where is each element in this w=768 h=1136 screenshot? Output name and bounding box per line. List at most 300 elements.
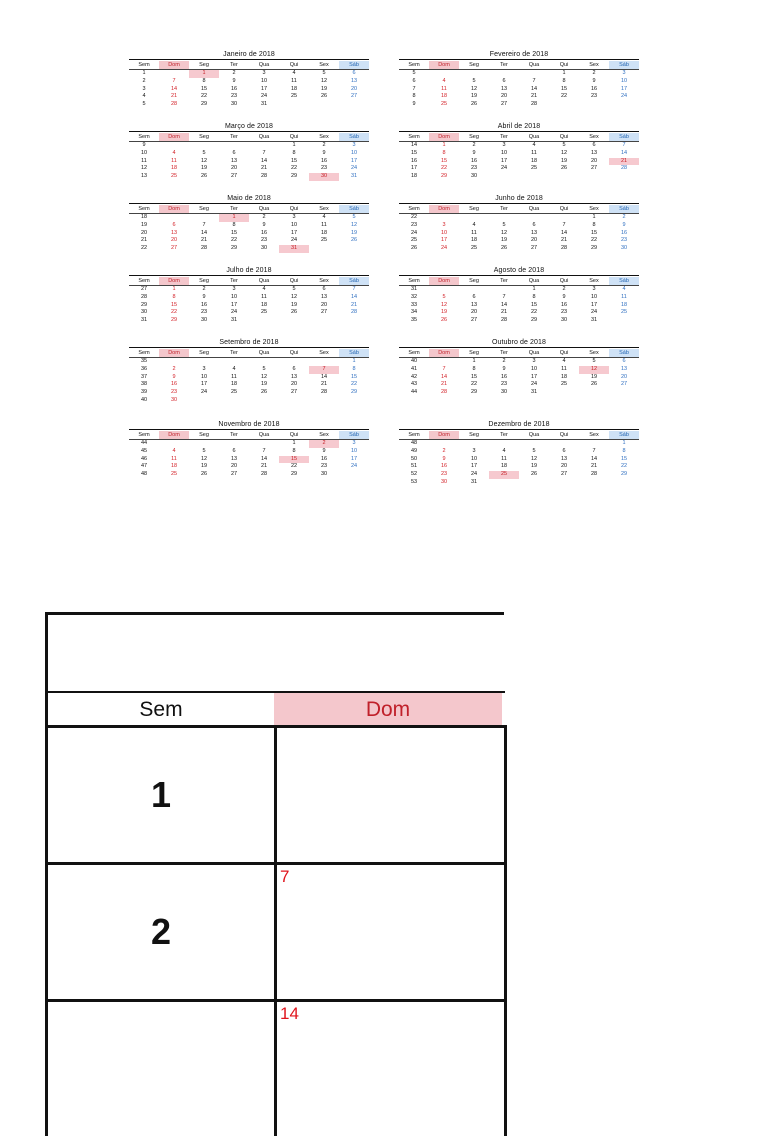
day-cell: 12: [290, 293, 298, 300]
day-cell: 4: [172, 149, 176, 156]
week-number: 40: [410, 358, 418, 364]
day-cell: [279, 358, 309, 366]
week-number: 26: [410, 245, 418, 252]
day-cell: 21: [440, 381, 448, 388]
day-cell: 6: [472, 293, 476, 300]
day-cell: 31: [350, 173, 358, 180]
day-cell: 5: [592, 358, 596, 364]
day-cell: 17: [590, 301, 598, 308]
day-cell: 21: [320, 381, 328, 388]
week-number: 2: [142, 77, 146, 84]
day-cell: 16: [560, 301, 568, 308]
zoom-sunday-date: 7: [280, 867, 290, 886]
day-cell: 21: [530, 93, 538, 100]
day-cell: 13: [470, 301, 478, 308]
day-cell: 5: [202, 149, 206, 156]
month-title: Junho de 2018: [399, 194, 639, 204]
day-cell: 24: [350, 463, 358, 470]
day-cell: 8: [202, 77, 206, 84]
week-row: [129, 78, 369, 86]
day-cell: 9: [622, 221, 626, 228]
day-cell: 15: [279, 456, 309, 464]
day-cell: 12: [470, 85, 478, 92]
week-row: [129, 448, 369, 456]
day-cell: 25: [560, 381, 568, 388]
week-number: 9: [412, 101, 416, 108]
weekday-header: Seg: [199, 62, 209, 68]
zoom-week-header: Sem: [139, 698, 183, 721]
day-cell: 29: [200, 101, 208, 108]
day-cell: 5: [502, 221, 506, 228]
week-number: 32: [410, 293, 418, 300]
day-cell: 29: [290, 173, 298, 180]
day-cell: 1: [442, 142, 446, 148]
weekday-header: Qui: [289, 134, 299, 140]
weekday-header: Qua: [258, 278, 270, 284]
week-row: [129, 374, 369, 382]
day-cell: 24: [200, 389, 208, 396]
day-cell: 23: [320, 463, 328, 470]
weekday-header: Dom: [159, 349, 189, 357]
day-cell: 12: [530, 455, 538, 462]
week-number: 34: [410, 309, 418, 316]
day-cell: 6: [532, 221, 536, 228]
month-title: Agosto de 2018: [399, 266, 639, 276]
day-cell: 28: [560, 245, 568, 252]
day-cell: 11: [261, 293, 267, 300]
day-cell: 13: [230, 455, 238, 462]
day-cell: 30: [620, 245, 628, 252]
month-title: Maio de 2018: [129, 194, 369, 204]
day-cell: 20: [560, 463, 568, 470]
day-cell: 15: [440, 157, 448, 164]
day-cell: 5: [472, 77, 476, 84]
day-cell: [579, 101, 609, 109]
week-row: [399, 142, 639, 150]
day-cell: 29: [230, 245, 238, 252]
day-cell: 14: [530, 85, 538, 92]
weekday-header: Sáb: [339, 205, 369, 213]
weekday-header: Qua: [258, 62, 270, 68]
week-number: 50: [410, 455, 418, 462]
day-cell: [459, 440, 489, 448]
week-row: [129, 286, 369, 294]
week-row: [399, 101, 639, 109]
weekday-header: Dom: [159, 133, 189, 141]
day-cell: 8: [172, 293, 176, 300]
day-cell: 10: [260, 77, 268, 84]
day-cell: 8: [352, 365, 356, 372]
day-cell: 2: [502, 358, 506, 364]
day-cell: 21: [260, 463, 268, 470]
week-row: [129, 214, 369, 222]
day-cell: 18: [170, 463, 178, 470]
week-row: [399, 358, 639, 366]
day-cell: 3: [352, 142, 356, 148]
day-cell: 4: [532, 142, 536, 148]
day-cell: 19: [290, 301, 298, 308]
weekday-header: Qui: [289, 206, 299, 212]
day-cell: 31: [230, 317, 238, 324]
day-cell: 11: [471, 229, 477, 236]
day-cell: [549, 214, 579, 222]
weekday-header: Seg: [469, 432, 479, 438]
week-number: 52: [410, 471, 418, 478]
day-cell: 31: [530, 389, 538, 396]
week-column-header: Sem: [138, 350, 150, 356]
week-row: [129, 381, 369, 389]
day-cell: [219, 142, 249, 150]
week-row: [129, 158, 369, 166]
week-number: 42: [410, 373, 418, 380]
day-cell: [519, 214, 549, 222]
day-cell: 25: [260, 309, 268, 316]
day-cell: 11: [561, 365, 567, 372]
week-number: 44: [410, 389, 418, 396]
day-cell: 15: [230, 229, 238, 236]
week-number: 1: [142, 70, 146, 76]
day-cell: 28: [350, 309, 358, 316]
weekday-header: Seg: [469, 206, 479, 212]
week-number: 20: [140, 229, 148, 236]
day-cell: [309, 317, 339, 325]
week-column-header: Sem: [138, 134, 150, 140]
week-row: [399, 158, 639, 166]
week-row: [129, 463, 369, 471]
day-cell: [549, 440, 579, 448]
weekday-header: Dom: [159, 205, 189, 213]
day-cell: 4: [262, 286, 266, 292]
day-cell: [459, 214, 489, 222]
day-cell: 16: [320, 157, 328, 164]
day-cell: 16: [230, 85, 238, 92]
day-cell: 18: [320, 229, 328, 236]
zoom-sunday-header: Dom: [274, 693, 502, 727]
day-cell: 4: [232, 365, 236, 372]
weekday-header: Ter: [230, 62, 238, 68]
day-cell: [279, 397, 309, 405]
week-number: 30: [140, 309, 148, 316]
day-cell: 17: [350, 157, 358, 164]
weekday-header-row: [399, 431, 639, 440]
week-number: 43: [410, 381, 418, 388]
week-number: 53: [410, 478, 418, 485]
month-calendar: [129, 266, 369, 325]
day-cell: 25: [489, 471, 519, 479]
day-cell: 23: [470, 165, 478, 172]
day-cell: 8: [292, 447, 296, 454]
day-cell: 26: [530, 471, 538, 478]
weekday-header: Qua: [258, 134, 270, 140]
day-cell: 6: [232, 149, 236, 156]
day-cell: 22: [560, 93, 568, 100]
day-cell: 30: [260, 245, 268, 252]
month-title: Março de 2018: [129, 122, 369, 132]
weekday-header-row: [129, 277, 369, 286]
day-cell: 10: [620, 77, 628, 84]
week-column-header: Sem: [408, 134, 420, 140]
day-cell: 15: [170, 301, 178, 308]
day-cell: 4: [472, 221, 476, 228]
day-cell: 28: [500, 317, 508, 324]
day-cell: 22: [350, 381, 358, 388]
week-number: 36: [140, 365, 148, 372]
day-cell: 10: [350, 447, 358, 454]
day-cell: 17: [530, 373, 538, 380]
day-cell: [249, 397, 279, 405]
day-cell: 18: [230, 381, 238, 388]
day-cell: 9: [592, 77, 596, 84]
month-calendar: [399, 338, 639, 397]
day-cell: 24: [260, 93, 268, 100]
day-cell: 30: [170, 396, 178, 403]
week-number: 13: [140, 173, 148, 180]
day-cell: 14: [170, 85, 178, 92]
day-cell: 20: [170, 237, 178, 244]
weekday-header: Dom: [429, 277, 459, 285]
weekday-header: Sex: [319, 134, 329, 140]
day-cell: 9: [472, 149, 476, 156]
day-cell: 1: [622, 440, 626, 446]
day-cell: 1: [189, 70, 219, 78]
weekday-header: Qua: [528, 206, 540, 212]
day-cell: 8: [592, 221, 596, 228]
day-cell: 14: [320, 373, 328, 380]
day-cell: [549, 101, 579, 109]
weekday-header-row: [129, 61, 369, 70]
day-cell: 17: [290, 229, 298, 236]
day-cell: [219, 440, 249, 448]
day-cell: 7: [442, 365, 446, 372]
weekday-header: Ter: [500, 432, 508, 438]
day-cell: 14: [440, 373, 448, 380]
day-cell: 20: [530, 237, 538, 244]
weekday-header: Sex: [319, 278, 329, 284]
day-cell: 27: [590, 165, 598, 172]
day-cell: 29: [620, 471, 628, 478]
day-cell: [519, 70, 549, 78]
day-cell: [339, 101, 369, 109]
week-row: [399, 440, 639, 448]
day-cell: 24: [590, 309, 598, 316]
day-cell: 25: [530, 165, 538, 172]
week-row: [129, 70, 369, 78]
day-cell: 16: [620, 229, 628, 236]
day-cell: 7: [532, 77, 536, 84]
day-cell: [279, 101, 309, 109]
day-cell: 16: [590, 85, 598, 92]
week-number: 51: [410, 463, 418, 470]
day-cell: 2: [592, 70, 596, 76]
day-cell: 6: [352, 70, 356, 76]
day-cell: 21: [500, 309, 508, 316]
month-calendar: [129, 338, 369, 405]
day-cell: 14: [260, 455, 268, 462]
day-cell: 3: [502, 142, 506, 148]
day-cell: 2: [202, 286, 206, 292]
day-cell: 1: [352, 358, 356, 364]
weekday-header: Sex: [589, 134, 599, 140]
day-cell: 15: [530, 301, 538, 308]
weekday-header: Seg: [469, 62, 479, 68]
day-cell: 26: [320, 93, 328, 100]
weekday-header: Seg: [199, 350, 209, 356]
weekday-header: Sex: [589, 206, 599, 212]
week-row: [399, 70, 639, 78]
day-cell: 24: [440, 245, 448, 252]
day-cell: 3: [472, 447, 476, 454]
week-number: 46: [140, 455, 148, 462]
day-cell: [609, 317, 639, 325]
day-cell: 9: [562, 293, 566, 300]
day-cell: 25: [170, 471, 178, 478]
week-row: [129, 101, 369, 109]
day-cell: 27: [290, 389, 298, 396]
day-cell: 16: [260, 229, 268, 236]
zoomed-calendar-section: [45, 612, 503, 1024]
week-number: 48: [140, 471, 148, 478]
day-cell: [519, 479, 549, 487]
week-row: [399, 165, 639, 173]
day-cell: 24: [620, 93, 628, 100]
day-cell: 26: [500, 245, 508, 252]
day-cell: 2: [322, 142, 326, 148]
day-cell: [489, 479, 519, 487]
week-row: [399, 448, 639, 456]
day-cell: 17: [260, 85, 268, 92]
week-number: 24: [410, 229, 418, 236]
weekday-header: Dom: [429, 349, 459, 357]
day-cell: 8: [472, 365, 476, 372]
weekday-header: Sáb: [609, 349, 639, 357]
day-cell: [489, 286, 519, 294]
day-cell: 6: [322, 286, 326, 292]
day-cell: 27: [560, 471, 568, 478]
day-cell: [159, 440, 189, 448]
day-cell: 22: [170, 309, 178, 316]
week-number: 27: [140, 286, 148, 292]
day-cell: 7: [502, 293, 506, 300]
week-column-header: Sem: [138, 206, 150, 212]
day-cell: 12: [260, 373, 268, 380]
day-cell: 28: [620, 165, 628, 172]
day-cell: 10: [230, 293, 238, 300]
day-cell: [279, 317, 309, 325]
week-number: 11: [141, 157, 147, 164]
week-row: [129, 237, 369, 245]
day-cell: 16: [440, 463, 448, 470]
month-calendar: [399, 194, 639, 253]
day-cell: 6: [292, 365, 296, 372]
weekday-header: Sáb: [339, 61, 369, 69]
day-cell: 25: [440, 101, 448, 108]
day-cell: [189, 440, 219, 448]
week-row: [399, 93, 639, 101]
weekday-header: Sáb: [609, 277, 639, 285]
week-row: [129, 397, 369, 405]
day-cell: 6: [172, 221, 176, 228]
day-cell: 21: [170, 93, 178, 100]
day-cell: 4: [502, 447, 506, 454]
day-cell: 24: [530, 381, 538, 388]
week-row: [129, 456, 369, 464]
day-cell: 29: [350, 389, 358, 396]
day-cell: 20: [470, 309, 478, 316]
week-column-header: Sem: [408, 278, 420, 284]
day-cell: 19: [560, 157, 568, 164]
day-cell: [549, 479, 579, 487]
week-number: 21: [140, 237, 148, 244]
zoom-week-number: 1: [48, 728, 277, 862]
day-cell: 1: [592, 214, 596, 220]
day-cell: 13: [560, 455, 568, 462]
day-cell: 2: [622, 214, 626, 220]
day-cell: 11: [531, 149, 537, 156]
day-cell: 18: [560, 373, 568, 380]
day-cell: 24: [290, 237, 298, 244]
day-cell: 25: [320, 237, 328, 244]
week-number: 16: [410, 157, 418, 164]
day-cell: 7: [172, 77, 176, 84]
week-number: 28: [140, 293, 148, 300]
day-cell: 3: [622, 70, 626, 76]
day-cell: [159, 358, 189, 366]
day-cell: [429, 440, 459, 448]
day-cell: 31: [590, 317, 598, 324]
weekday-header: Qui: [559, 62, 569, 68]
day-cell: 11: [621, 293, 627, 300]
day-cell: 10: [200, 373, 208, 380]
week-number: 18: [140, 214, 148, 220]
month-calendar: [129, 194, 369, 253]
day-cell: 3: [532, 358, 536, 364]
week-number: 44: [140, 440, 148, 446]
day-cell: 10: [530, 365, 538, 372]
month-title: Julho de 2018: [129, 266, 369, 276]
day-cell: 23: [440, 471, 448, 478]
day-cell: 7: [352, 286, 356, 292]
day-cell: 5: [562, 142, 566, 148]
day-cell: [249, 142, 279, 150]
day-cell: 27: [230, 471, 238, 478]
day-cell: 27: [470, 317, 478, 324]
week-column-header: Sem: [408, 62, 420, 68]
week-row: [129, 93, 369, 101]
week-row: [399, 150, 639, 158]
week-row: [399, 309, 639, 317]
zoom-week-number: 2: [48, 865, 277, 999]
day-cell: 19: [440, 309, 448, 316]
day-cell: 27: [530, 245, 538, 252]
weekday-header: Seg: [199, 432, 209, 438]
week-number: 6: [412, 77, 416, 84]
weekday-header: Seg: [199, 206, 209, 212]
weekday-header: Qua: [528, 62, 540, 68]
weekday-header: Qui: [289, 350, 299, 356]
month-title: Abril de 2018: [399, 122, 639, 132]
day-cell: 29: [530, 317, 538, 324]
weekday-header: Ter: [500, 134, 508, 140]
day-cell: 5: [262, 365, 266, 372]
day-cell: 21: [350, 301, 358, 308]
weekday-header: Qua: [528, 278, 540, 284]
day-cell: 18: [470, 237, 478, 244]
day-cell: 3: [592, 286, 596, 292]
weekday-header: Ter: [500, 350, 508, 356]
day-cell: [159, 214, 189, 222]
day-cell: 14: [590, 455, 598, 462]
day-cell: [189, 397, 219, 405]
